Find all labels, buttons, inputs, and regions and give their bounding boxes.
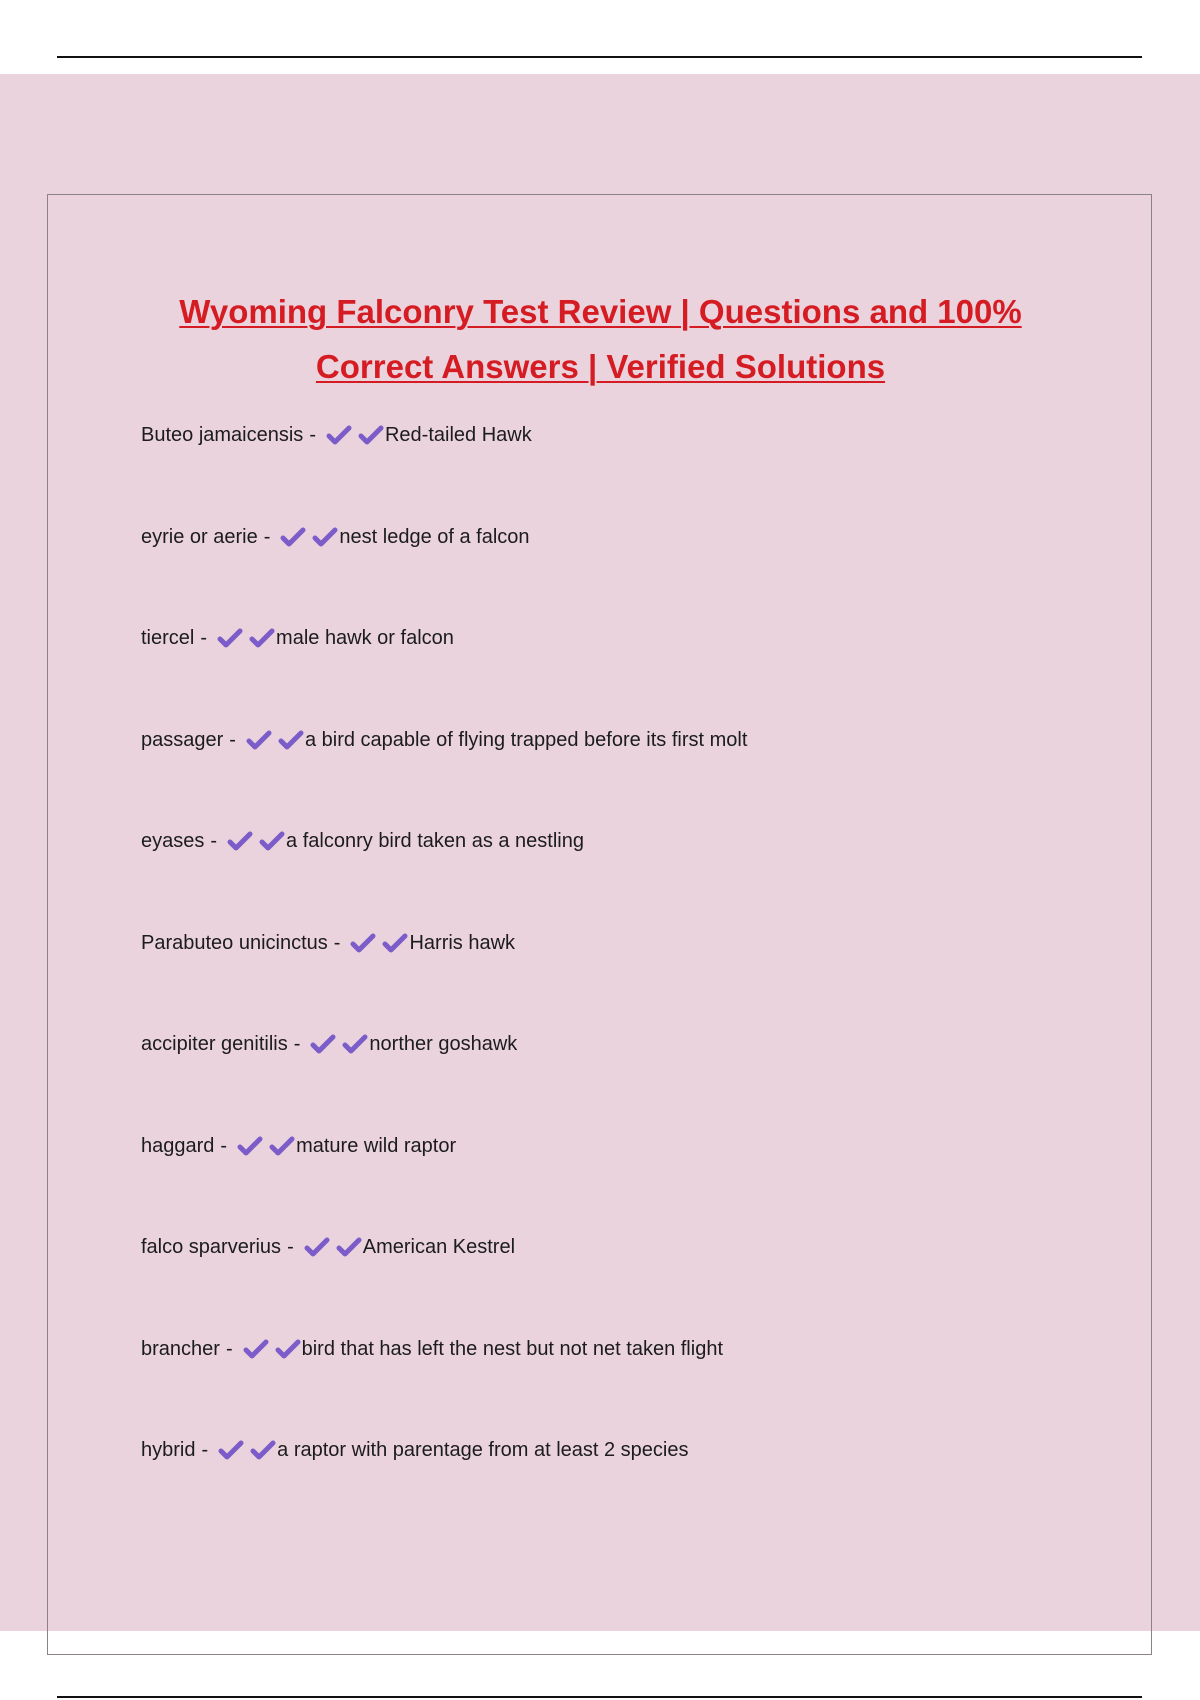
answer-text: a falconry bird taken as a nestling (286, 830, 584, 852)
answer-text: a raptor with parentage from at least 2 species (277, 1439, 689, 1461)
answer-text: norther goshawk (369, 1033, 518, 1055)
question-answer-list (141, 422, 1041, 1539)
checkmark-icon (312, 526, 338, 548)
question-answer-item (141, 930, 1041, 1032)
checkmark-icon (342, 1033, 368, 1055)
question-term: accipiter genitilis (141, 1033, 288, 1055)
checkmark-icon (304, 1236, 330, 1258)
term-separator: - (225, 1337, 233, 1360)
term-separator: - (333, 931, 341, 954)
question-answer-item (141, 524, 1041, 626)
question-term: falco sparverius (141, 1236, 282, 1258)
question-term: brancher (141, 1337, 220, 1360)
question-answer-item (141, 1133, 1041, 1235)
question-term: Buteo jamaicensis (141, 424, 304, 446)
question-term: Parabuteo unicinctus (141, 931, 328, 954)
term-separator: - (287, 1236, 294, 1258)
checkmark-icon (227, 830, 253, 852)
answer-text: Harris hawk (409, 931, 516, 954)
checkmark-icon (246, 729, 272, 751)
checkmark-icon (217, 627, 243, 649)
checkmark-icon (382, 932, 408, 954)
term-separator: - (229, 728, 236, 751)
question-term: passager (141, 728, 224, 751)
term-separator: - (263, 525, 271, 548)
answer-text: American Kestrel (362, 1236, 516, 1258)
question-answer-item (141, 1031, 1041, 1133)
checkmark-icon (326, 424, 352, 446)
question-answer-item (141, 727, 1041, 829)
term-separator: - (200, 627, 208, 649)
term-separator: - (201, 1439, 209, 1461)
checkmark-icon (278, 729, 304, 751)
answer-text: nest ledge of a falcon (339, 525, 530, 548)
page-background (0, 74, 1200, 1631)
checkmark-icon (250, 1439, 276, 1461)
checkmark-icon (218, 1439, 244, 1461)
checkmark-icon (350, 932, 376, 954)
answer-text: male hawk or falcon (276, 627, 454, 649)
answer-text: a bird capable of flying trapped before its first molt (304, 728, 748, 751)
term-separator: - (210, 830, 218, 852)
answer-text: bird that has left the nest but not net taken flight (301, 1337, 723, 1360)
answer-text: mature wild raptor (296, 1134, 457, 1157)
question-answer-item (141, 1437, 1041, 1539)
question-answer-item (141, 1234, 1041, 1336)
question-answer-item (141, 625, 1041, 727)
checkmark-icon (259, 830, 285, 852)
question-term: eyrie or aerie (141, 525, 258, 548)
checkmark-icon (269, 1135, 295, 1157)
bottom-rule (57, 1696, 1142, 1698)
question-answer-item (141, 422, 1041, 524)
document-title: Wyoming Falconry Test Review | Questions and 100% Correct Answers | Verified Solutions (179, 293, 1022, 385)
term-separator: - (309, 424, 316, 446)
question-term: tiercel (141, 627, 195, 649)
question-term: haggard (141, 1134, 215, 1157)
question-answer-item (141, 1336, 1041, 1438)
checkmark-icon (310, 1033, 336, 1055)
checkmark-icon (249, 627, 275, 649)
term-separator: - (293, 1033, 301, 1055)
question-term: eyases (141, 830, 205, 852)
checkmark-icon (243, 1338, 269, 1360)
question-answer-item (141, 828, 1041, 930)
term-separator: - (220, 1134, 228, 1157)
document-frame (47, 194, 1152, 1655)
top-rule (57, 56, 1142, 58)
checkmark-icon (280, 526, 306, 548)
answer-text: Red-tailed Hawk (384, 424, 532, 446)
checkmark-icon (358, 424, 384, 446)
checkmark-icon (275, 1338, 301, 1360)
question-term: hybrid (141, 1439, 196, 1461)
checkmark-icon (237, 1135, 263, 1157)
checkmark-icon (336, 1236, 362, 1258)
